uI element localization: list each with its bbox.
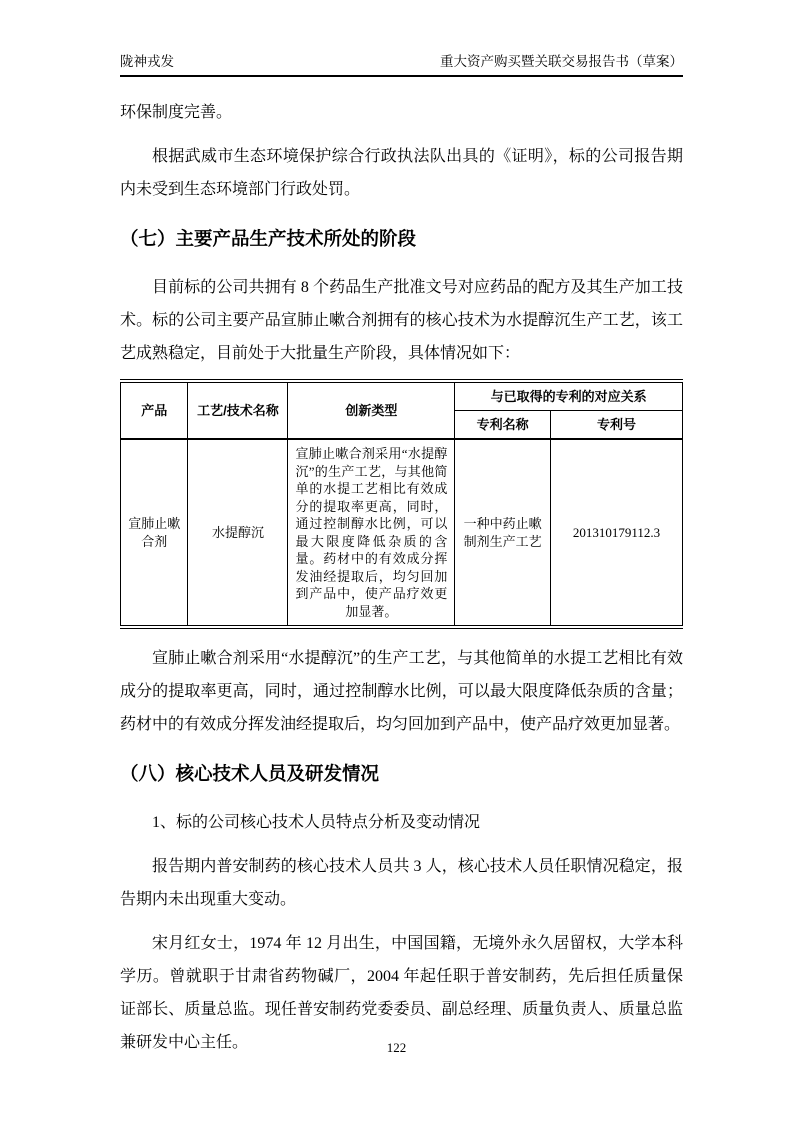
page-number: 122 <box>386 1040 407 1055</box>
column-header-innovation: 创新类型 <box>288 381 455 439</box>
column-header-patent-group: 与已取得的专利的对应关系 <box>455 381 683 411</box>
paragraph-env-tail: 环保制度完善。 <box>120 104 233 121</box>
cell-patent-no: 201310179112.3 <box>550 439 682 627</box>
table-row <box>121 439 683 627</box>
sub-heading-1: 1、标的公司核心技术人员特点分析及变动情况 <box>152 814 481 831</box>
paragraph-after-table: 宣肺止嗽合剂采用“水提醇沉”的生产工艺，与其他简单的水提工艺相比有效成分的提取率更高，同时，通过控制醇水比例，可以最大限度降低杂质的含量；药材中的有效成分挥发油经提取后，均匀回加到产品中，使产品疗效更加显著。 <box>120 650 683 733</box>
paragraph-certificate: 根据武威市生态环境保护综合行政执法队出具的《证明》，标的公司报告期内未受到生态环境部门行政处罚。 <box>120 148 683 198</box>
document-body <box>120 96 683 1070</box>
cell-product: 宣肺止嗽合剂 <box>121 439 188 627</box>
product-technology-table <box>120 379 683 629</box>
section-heading-7: （七）主要产品生产技术所处的阶段 <box>120 228 417 249</box>
table-header <box>121 381 683 439</box>
header-report-title: 重大资产购买暨关联交易报告书（草案） <box>440 54 683 69</box>
running-header <box>120 50 683 77</box>
paragraph-song-yuehong: 宋月红女士，1974 年 12 月出生，中国国籍，无境外永久居留权，大学本科学历。曾就职于甘肃省药物碱厂，2004 年起任职于普安制药，先后担任质量保证部长、质量总监。现任普安制药党委委员、副总经理、质量负责人、质量总监兼研发中心主任。 <box>120 935 683 1051</box>
column-header-patent-no: 专利号 <box>550 411 682 440</box>
column-header-process: 工艺/技术名称 <box>188 381 288 439</box>
cell-patent-name: 一种中药止嗽制剂生产工艺 <box>455 439 551 627</box>
header-company-name: 陇神戎发 <box>120 54 174 69</box>
column-header-product: 产品 <box>121 381 188 439</box>
cell-process: 水提醇沉 <box>188 439 288 627</box>
cell-innovation: 宣肺止嗽合剂采用“水提醇沉”的生产工艺，与其他简单的水提工艺相比有效成分的提取率更高，同时，通过控制醇水比例，可以最大限度降低杂质的含量。药材中的有效成分挥发油经提取后，均匀回加到产品中，使产品疗效更加显著。 <box>288 439 455 627</box>
section-heading-8: （八）核心技术人员及研发情况 <box>120 763 380 784</box>
column-header-patent-name: 专利名称 <box>455 411 551 440</box>
paragraph-tech-intro: 目前标的公司共拥有 8 个药品生产批准文号对应药品的配方及其生产加工技术。标的公司主要产品宣肺止嗽合剂拥有的核心技术为水提醇沉生产工艺，该工艺成熟稳定，目前处于大批量生产阶段，具体情况如下： <box>120 279 683 362</box>
paragraph-staff: 报告期内普安制药的核心技术人员共 3 人，核心技术人员任职情况稳定，报告期内未出现重大变动。 <box>120 858 683 908</box>
